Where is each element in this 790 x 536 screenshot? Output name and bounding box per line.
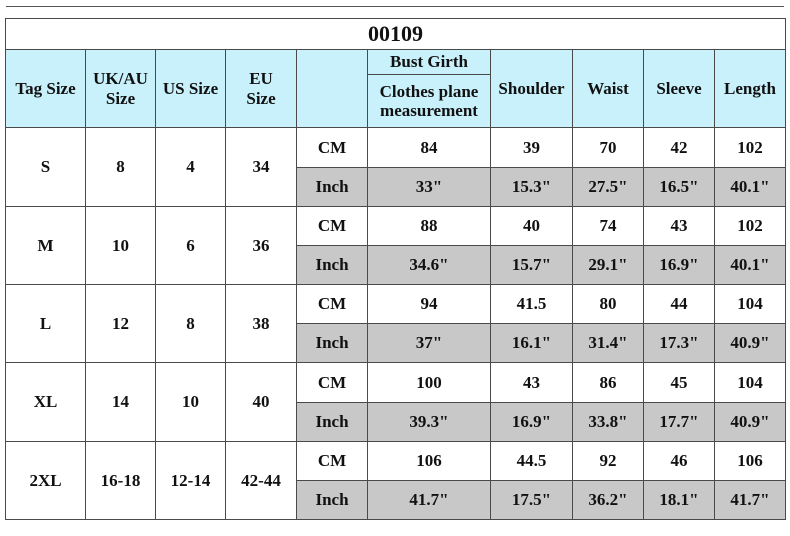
length-inch-cell: 40.9" — [715, 402, 786, 441]
header-eu-size — [226, 50, 297, 128]
shoulder-inch-cell: 17.5" — [491, 480, 573, 519]
shoulder-cm-cell: 39 — [491, 128, 573, 167]
sleeve-cm-cell: 46 — [644, 441, 715, 480]
tag-size-cell: 2XL — [6, 441, 86, 519]
eu-size-cell: 40 — [226, 363, 297, 441]
waist-inch-cell: 36.2" — [573, 480, 644, 519]
unit-inch-cell: Inch — [297, 167, 368, 206]
length-cm-cell: 104 — [715, 363, 786, 402]
waist-inch-cell: 27.5" — [573, 167, 644, 206]
sleeve-inch-cell: 17.3" — [644, 324, 715, 363]
length-inch-cell: 41.7" — [715, 480, 786, 519]
header-uk-au-size — [86, 50, 156, 128]
header-us-size: US Size — [156, 50, 226, 128]
header-sleeve: Sleeve — [644, 50, 715, 128]
waist-cm-cell: 74 — [573, 206, 644, 245]
eu-size-cell: 36 — [226, 206, 297, 284]
table-row-cm — [6, 285, 786, 324]
shoulder-cm-cell: 40 — [491, 206, 573, 245]
shoulder-inch-cell: 15.3" — [491, 167, 573, 206]
uk-au-size-cell: 8 — [86, 128, 156, 206]
uk-au-size-cell: 12 — [86, 285, 156, 363]
sleeve-cm-cell: 43 — [644, 206, 715, 245]
uk-au-size-cell: 14 — [86, 363, 156, 441]
eu-size-cell: 42-44 — [226, 441, 297, 519]
size-chart-table — [5, 18, 786, 520]
table-row-cm — [6, 206, 786, 245]
sleeve-cm-cell: 45 — [644, 363, 715, 402]
length-cm-cell: 106 — [715, 441, 786, 480]
unit-inch-cell: Inch — [297, 245, 368, 284]
header-waist: Waist — [573, 50, 644, 128]
header-eu-line1: EU — [249, 69, 273, 89]
us-size-cell: 8 — [156, 285, 226, 363]
shoulder-cm-cell: 43 — [491, 363, 573, 402]
waist-cm-cell: 86 — [573, 363, 644, 402]
waist-inch-cell: 29.1" — [573, 245, 644, 284]
length-inch-cell: 40.1" — [715, 167, 786, 206]
bust-inch-cell: 34.6" — [368, 245, 491, 284]
shoulder-inch-cell: 16.1" — [491, 324, 573, 363]
sleeve-inch-cell: 16.9" — [644, 245, 715, 284]
unit-cm-cell: CM — [297, 363, 368, 402]
unit-cm-cell: CM — [297, 441, 368, 480]
bust-inch-cell: 37" — [368, 324, 491, 363]
shoulder-cm-cell: 41.5 — [491, 285, 573, 324]
us-size-cell: 4 — [156, 128, 226, 206]
sleeve-inch-cell: 18.1" — [644, 480, 715, 519]
bust-cm-cell: 106 — [368, 441, 491, 480]
sleeve-cm-cell: 42 — [644, 128, 715, 167]
header-bust-girth: Bust Girth — [368, 50, 491, 75]
shoulder-cm-cell: 44.5 — [491, 441, 573, 480]
top-divider-line — [6, 6, 784, 7]
table-row-cm — [6, 128, 786, 167]
bust-inch-cell: 39.3" — [368, 402, 491, 441]
length-cm-cell: 102 — [715, 206, 786, 245]
shoulder-inch-cell: 16.9" — [491, 402, 573, 441]
waist-inch-cell: 31.4" — [573, 324, 644, 363]
unit-cm-cell: CM — [297, 206, 368, 245]
length-inch-cell: 40.1" — [715, 245, 786, 284]
unit-inch-cell: Inch — [297, 324, 368, 363]
sleeve-inch-cell: 17.7" — [644, 402, 715, 441]
us-size-cell: 10 — [156, 363, 226, 441]
waist-cm-cell: 80 — [573, 285, 644, 324]
waist-cm-cell: 92 — [573, 441, 644, 480]
header-unit-blank — [297, 50, 368, 128]
waist-inch-cell: 33.8" — [573, 402, 644, 441]
tag-size-cell: XL — [6, 363, 86, 441]
length-inch-cell: 40.9" — [715, 324, 786, 363]
bust-inch-cell: 41.7" — [368, 480, 491, 519]
unit-cm-cell: CM — [297, 128, 368, 167]
unit-cm-cell: CM — [297, 285, 368, 324]
table-row-cm — [6, 363, 786, 402]
sleeve-inch-cell: 16.5" — [644, 167, 715, 206]
header-shoulder: Shoulder — [491, 50, 573, 128]
header-length: Length — [715, 50, 786, 128]
unit-inch-cell: Inch — [297, 402, 368, 441]
shoulder-inch-cell: 15.7" — [491, 245, 573, 284]
eu-size-cell: 38 — [226, 285, 297, 363]
header-eu-line2: Size — [246, 88, 276, 108]
tag-size-cell: L — [6, 285, 86, 363]
table-row-cm — [6, 441, 786, 480]
bust-cm-cell: 88 — [368, 206, 491, 245]
bust-cm-cell: 84 — [368, 128, 491, 167]
sleeve-cm-cell: 44 — [644, 285, 715, 324]
tag-size-cell: M — [6, 206, 86, 284]
header-clothes-plane-line1: Clothes plane — [379, 81, 479, 101]
length-cm-cell: 102 — [715, 128, 786, 167]
header-clothes-plane — [368, 75, 491, 128]
header-tag-size: Tag Size — [6, 50, 86, 128]
header-uk-au-line2: Size — [105, 88, 136, 108]
bust-inch-cell: 33" — [368, 167, 491, 206]
uk-au-size-cell: 16-18 — [86, 441, 156, 519]
length-cm-cell: 104 — [715, 285, 786, 324]
waist-cm-cell: 70 — [573, 128, 644, 167]
us-size-cell: 12-14 — [156, 441, 226, 519]
eu-size-cell: 34 — [226, 128, 297, 206]
bust-cm-cell: 94 — [368, 285, 491, 324]
header-uk-au-line1: UK/AU — [93, 69, 148, 89]
us-size-cell: 6 — [156, 206, 226, 284]
bust-cm-cell: 100 — [368, 363, 491, 402]
table-title: 00109 — [6, 19, 786, 50]
tag-size-cell: S — [6, 128, 86, 206]
uk-au-size-cell: 10 — [86, 206, 156, 284]
unit-inch-cell: Inch — [297, 480, 368, 519]
header-clothes-plane-line2: measurement — [380, 101, 478, 121]
